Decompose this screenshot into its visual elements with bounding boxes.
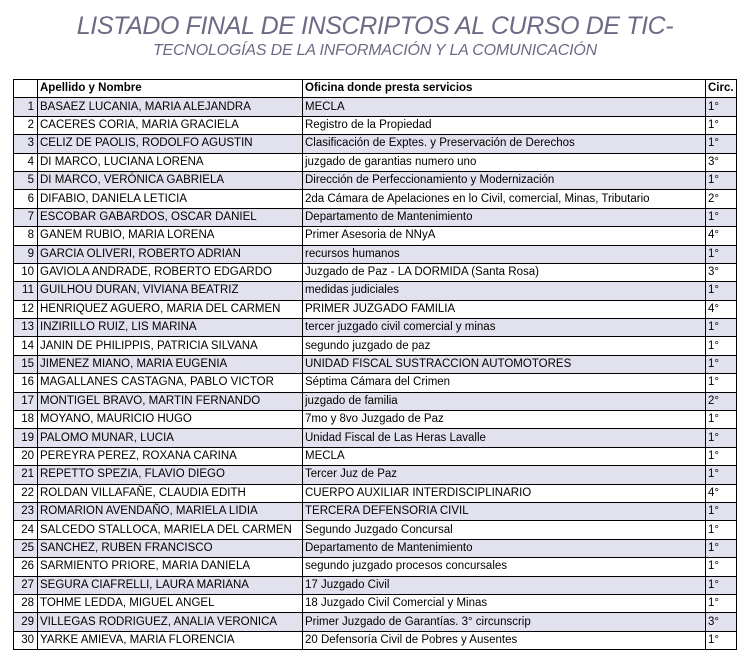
participant-name: REPETTO SPEZIA, FLAVIO DIEGO: [38, 466, 303, 484]
office-name: 20 Defensoría Civil de Pobres y Ausentes: [303, 631, 706, 649]
participant-name: CACERES CORIA, MARIA GRACIELA: [38, 116, 303, 134]
office-name: Primer Juzgado de Garantías. 3° circunscrip: [303, 613, 706, 631]
office-name: MECLA: [303, 447, 706, 465]
office-name: UNIDAD FISCAL SUSTRACCION AUTOMOTORES: [303, 355, 706, 373]
circumscription: 4°: [706, 300, 737, 318]
row-number: 12: [14, 300, 38, 318]
circumscription: 1°: [706, 135, 737, 153]
circumscription: 1°: [706, 374, 737, 392]
circumscription: 1°: [706, 447, 737, 465]
row-number: 14: [14, 337, 38, 355]
office-name: Departamento de Mantenimiento: [303, 539, 706, 557]
participant-name: ROLDAN VILLAFAÑE, CLAUDIA EDITH: [38, 484, 303, 502]
office-name: 7mo y 8vo Juzgado de Paz: [303, 411, 706, 429]
participant-name: MONTIGEL BRAVO, MARTIN FERNANDO: [38, 392, 303, 410]
office-name: Juzgado de Paz - LA DORMIDA (Santa Rosa): [303, 263, 706, 281]
table-row: [14, 300, 737, 318]
circumscription: 1°: [706, 429, 737, 447]
table-row: [14, 539, 737, 557]
circumscription: 1°: [706, 558, 737, 576]
table-row: [14, 98, 737, 116]
office-name: Clasificación de Exptes. y Preservación de Derechos: [303, 135, 706, 153]
row-number: 11: [14, 282, 38, 300]
circumscription: 4°: [706, 484, 737, 502]
office-name: medidas judiciales: [303, 282, 706, 300]
office-name: CUERPO AUXILIAR INTERDISCIPLINARIO: [303, 484, 706, 502]
participant-name: DI MARCO, VERÓNICA GABRIELA: [38, 171, 303, 189]
row-number: 1: [14, 98, 38, 116]
circumscription: 1°: [706, 282, 737, 300]
row-number: 29: [14, 613, 38, 631]
office-name: Primer Asesoria de NNyA: [303, 227, 706, 245]
circumscription: 1°: [706, 245, 737, 263]
office-name: TERCERA DEFENSORIA CIVIL: [303, 502, 706, 520]
row-number: 5: [14, 171, 38, 189]
participant-name: TOHME LEDDA, MIGUEL ANGEL: [38, 594, 303, 612]
table-row: [14, 576, 737, 594]
participant-name: DI MARCO, LUCIANA LORENA: [38, 153, 303, 171]
participant-name: CELIZ DE PAOLIS, RODOLFO AGUSTIN: [38, 135, 303, 153]
circumscription: 1°: [706, 98, 737, 116]
office-name: segundo juzgado procesos concursales: [303, 558, 706, 576]
circumscription: 1°: [706, 521, 737, 539]
table-row: [14, 355, 737, 373]
row-number: 7: [14, 208, 38, 226]
office-name: juzgado de garantias numero uno: [303, 153, 706, 171]
row-number: 24: [14, 521, 38, 539]
circumscription: 3°: [706, 613, 737, 631]
row-number: 20: [14, 447, 38, 465]
row-number: 10: [14, 263, 38, 281]
table-row: [14, 337, 737, 355]
table-row: [14, 447, 737, 465]
circumscription: 3°: [706, 263, 737, 281]
office-name: MECLA: [303, 98, 706, 116]
participant-name: MAGALLANES CASTAGNA, PABLO VICTOR: [38, 374, 303, 392]
circumscription: 1°: [706, 355, 737, 373]
office-name: tercer juzgado civil comercial y minas: [303, 319, 706, 337]
row-number: 13: [14, 319, 38, 337]
participant-name: SARMIENTO PRIORE, MARIA DANIELA: [38, 558, 303, 576]
circumscription: 4°: [706, 227, 737, 245]
table-row: [14, 558, 737, 576]
table-row: [14, 631, 737, 649]
participant-name: PALOMO MUNAR, LUCIA: [38, 429, 303, 447]
participant-name: ROMARION AVENDAÑO, MARIELA LIDIA: [38, 502, 303, 520]
table-row: [14, 466, 737, 484]
circumscription: 2°: [706, 190, 737, 208]
document-title: LISTADO FINAL DE INSCRIPTOS AL CURSO DE TIC-: [76, 12, 674, 40]
table-row: [14, 319, 737, 337]
row-number: 21: [14, 466, 38, 484]
row-number: 17: [14, 392, 38, 410]
row-number: 9: [14, 245, 38, 263]
office-name: PRIMER JUZGADO FAMILIA: [303, 300, 706, 318]
enrollment-table: [13, 79, 737, 650]
circumscription: 1°: [706, 411, 737, 429]
table-row: [14, 135, 737, 153]
office-name: Registro de la Propiedad: [303, 116, 706, 134]
circumscription: 1°: [706, 208, 737, 226]
participant-name: ESCOBAR GABARDOS, OSCAR DANIEL: [38, 208, 303, 226]
circumscription: 1°: [706, 539, 737, 557]
table-row: [14, 392, 737, 410]
participant-name: GANEM RUBIO, MARIA LORENA: [38, 227, 303, 245]
row-number: 18: [14, 411, 38, 429]
row-number: 28: [14, 594, 38, 612]
table-row: [14, 282, 737, 300]
row-number: 26: [14, 558, 38, 576]
table-row: [14, 613, 737, 631]
table-row: [14, 153, 737, 171]
participant-name: DIFABIO, DANIELA LETICIA: [38, 190, 303, 208]
office-name: Tercer Juz de Paz: [303, 466, 706, 484]
table-row: [14, 484, 737, 502]
row-number: 27: [14, 576, 38, 594]
circumscription: 2°: [706, 392, 737, 410]
participant-name: HENRIQUEZ AGUERO, MARIA DEL CARMEN: [38, 300, 303, 318]
row-number: 6: [14, 190, 38, 208]
office-name: recursos humanos: [303, 245, 706, 263]
circumscription: 1°: [706, 116, 737, 134]
row-number: 23: [14, 502, 38, 520]
document-subtitle: TECNOLOGÍAS DE LA INFORMACIÓN Y LA COMUNICACIÓN: [152, 42, 597, 59]
header-number: [14, 80, 38, 98]
row-number: 22: [14, 484, 38, 502]
table-row: [14, 594, 737, 612]
participant-name: GUILHOU DURAN, VIVIANA BEATRIZ: [38, 282, 303, 300]
table-header-row: [14, 80, 737, 98]
circumscription: 1°: [706, 171, 737, 189]
circumscription: 1°: [706, 594, 737, 612]
header-office: Oficina donde presta servicios: [303, 80, 706, 98]
participant-name: GAVIOLA ANDRADE, ROBERTO EDGARDO: [38, 263, 303, 281]
participant-name: BASAEZ LUCANIA, MARIA ALEJANDRA: [38, 98, 303, 116]
table-row: [14, 208, 737, 226]
row-number: 30: [14, 631, 38, 649]
table-row: [14, 429, 737, 447]
participant-name: SALCEDO STALLOCA, MARIELA DEL CARMEN: [38, 521, 303, 539]
office-name: Séptima Cámara del Crimen: [303, 374, 706, 392]
row-number: 25: [14, 539, 38, 557]
table-row: [14, 190, 737, 208]
office-name: juzgado de familia: [303, 392, 706, 410]
row-number: 16: [14, 374, 38, 392]
participant-name: MOYANO, MAURICIO HUGO: [38, 411, 303, 429]
participant-name: YARKE AMIEVA, MARIA FLORENCIA: [38, 631, 303, 649]
participant-name: VILLEGAS RODRIGUEZ, ANALIA VERONICA: [38, 613, 303, 631]
participant-name: PEREYRA PEREZ, ROXANA CARINA: [38, 447, 303, 465]
table-row: [14, 245, 737, 263]
participant-name: GARCIA OLIVERI, ROBERTO ADRIAN: [38, 245, 303, 263]
circumscription: 1°: [706, 319, 737, 337]
participant-name: JANIN DE PHILIPPIS, PATRICIA SILVANA: [38, 337, 303, 355]
participant-name: SANCHEZ, RUBEN FRANCISCO: [38, 539, 303, 557]
row-number: 15: [14, 355, 38, 373]
participant-name: JIMENEZ MIANO, MARIA EUGENIA: [38, 355, 303, 373]
office-name: Dirección de Perfeccionamiento y Modernización: [303, 171, 706, 189]
row-number: 8: [14, 227, 38, 245]
table-row: [14, 374, 737, 392]
row-number: 4: [14, 153, 38, 171]
office-name: 2da Cámara de Apelaciones en lo Civil, comercial, Minas, Tributario: [303, 190, 706, 208]
circumscription: 3°: [706, 153, 737, 171]
table-row: [14, 521, 737, 539]
office-name: 17 Juzgado Civil: [303, 576, 706, 594]
table-row: [14, 116, 737, 134]
participant-name: SEGURA CIAFRELLI, LAURA MARIANA: [38, 576, 303, 594]
table-row: [14, 502, 737, 520]
circumscription: 1°: [706, 502, 737, 520]
office-name: Unidad Fiscal de Las Heras Lavalle: [303, 429, 706, 447]
office-name: Departamento de Mantenimiento: [303, 208, 706, 226]
office-name: segundo juzgado de paz: [303, 337, 706, 355]
participant-name: INZIRILLO RUIZ, LIS MARINA: [38, 319, 303, 337]
row-number: 3: [14, 135, 38, 153]
table-row: [14, 411, 737, 429]
table-row: [14, 227, 737, 245]
row-number: 2: [14, 116, 38, 134]
table-row: [14, 263, 737, 281]
header-name: Apellido y Nombre: [38, 80, 303, 98]
circumscription: 1°: [706, 576, 737, 594]
circumscription: 1°: [706, 466, 737, 484]
row-number: 19: [14, 429, 38, 447]
office-name: Segundo Juzgado Concursal: [303, 521, 706, 539]
table-row: [14, 171, 737, 189]
header-circ: Circ.: [706, 80, 737, 98]
office-name: 18 Juzgado Civil Comercial y Minas: [303, 594, 706, 612]
circumscription: 1°: [706, 337, 737, 355]
circumscription: 1°: [706, 631, 737, 649]
